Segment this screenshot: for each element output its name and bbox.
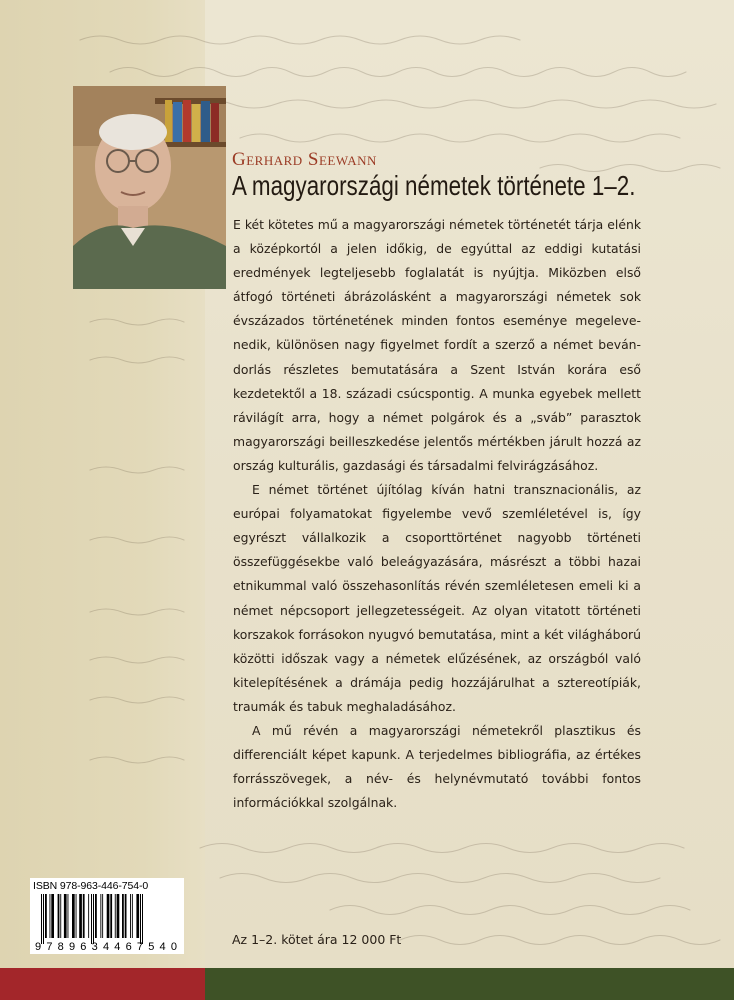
barcode-bar xyxy=(68,894,69,938)
barcode-digits: 9789634467540 xyxy=(35,941,177,952)
barcode-bar xyxy=(79,894,82,938)
barcode-bar xyxy=(130,894,131,938)
isbn-number: ISBN 978-963-446-754-0 xyxy=(33,880,149,892)
barcode-bar xyxy=(102,894,103,938)
barcode-bar xyxy=(115,894,116,938)
barcode-bar xyxy=(50,894,51,938)
barcode-bar xyxy=(136,894,139,938)
book-description xyxy=(233,213,641,815)
barcode-bar xyxy=(88,894,89,938)
barcode-bar xyxy=(132,894,133,938)
bottom-green-band xyxy=(205,968,734,1000)
book-title: A magyarországi németek története 1–2. xyxy=(232,170,636,201)
barcode-bar xyxy=(117,894,120,938)
barcode-bar xyxy=(58,894,60,938)
barcode-bar xyxy=(122,894,124,938)
barcode-bar xyxy=(142,894,143,944)
author-photo xyxy=(73,86,226,289)
barcode-bar xyxy=(51,894,54,938)
barcode-bar xyxy=(76,894,77,938)
barcode-bar xyxy=(110,894,112,938)
barcode-bar xyxy=(83,894,85,938)
barcode-bar xyxy=(41,894,42,944)
barcode-bar xyxy=(72,894,75,938)
barcode-bar xyxy=(107,894,110,938)
price-text: Az 1–2. kötet ára 12 000 Ft xyxy=(232,932,402,947)
description-paragraph: A mű révén a magyarországi németekről plasztikus és differenciált képet kapunk. A terjedelmes bibliográfia, az értékes forrásszövegek, a név- és helynévmutató további fontos információkkal szolgálnak. xyxy=(233,722,641,811)
barcode-bar xyxy=(64,894,67,938)
description-paragraph: E német történet újítólag kíván hatni transznacionális, az európai folyamatokat figyelembe vevő szemléletével is, így egyrészt vállalkozik a csoporttörténet nagyobb történeti összefüggésekbe való beleágyazására, másrészt a többi hazai etnikummal való összehasonlítás révén szemléletesen emeli ki a német népcsoport jellegzetességeit. Az olyan vitatott történeti korszakok forrásokon nyugvó bemutatása, mint a két világháború közötti időszak vagy a németek elűzésének, az országból való kitelepítésének a drámája pedig hozzájárulhat a sztereotípiák, traumák és tabuk meghaladásához. xyxy=(233,482,641,714)
barcode-bar xyxy=(100,894,101,938)
author-name: Gerhard Seewann xyxy=(232,149,377,170)
barcode-bar xyxy=(60,894,61,938)
barcode-bar xyxy=(93,894,94,944)
description-paragraph: E két kötetes mű a magyarországi németek történetét tárja elénk a középkortól a jelen időkig, de egyúttal az eddigi kutatási eredmények legteljesebb foglalatát is nyújtja. Miközben első átfogó történeti ábrázolásként a magyarországi németek sok évszázados történetének minden fontos eseménye megelevenedik, különösen nagy figyelmet fordít a szerző a német bevándorlás részletes bemutatására a Szent István korára eső kezdetektől a 18. századi csúcspontig. A munka egyebek mellett rávilágít arra, hogy a német polgárok és a „sváb” parasztok magyarországi beilleszkedése jelentős mértékben járult hozzá az ország kulturális, gazdasági és társadalmi felvirágzásához. xyxy=(233,217,641,473)
bottom-red-band xyxy=(0,968,205,1000)
barcode-bar xyxy=(95,894,97,938)
isbn-barcode-block xyxy=(30,878,184,954)
barcode-bar xyxy=(125,894,127,938)
barcode-bar xyxy=(45,894,47,938)
barcode-bar xyxy=(43,894,44,944)
barcode-bar xyxy=(140,894,141,944)
barcode-bar xyxy=(91,894,92,944)
barcode xyxy=(33,894,181,952)
